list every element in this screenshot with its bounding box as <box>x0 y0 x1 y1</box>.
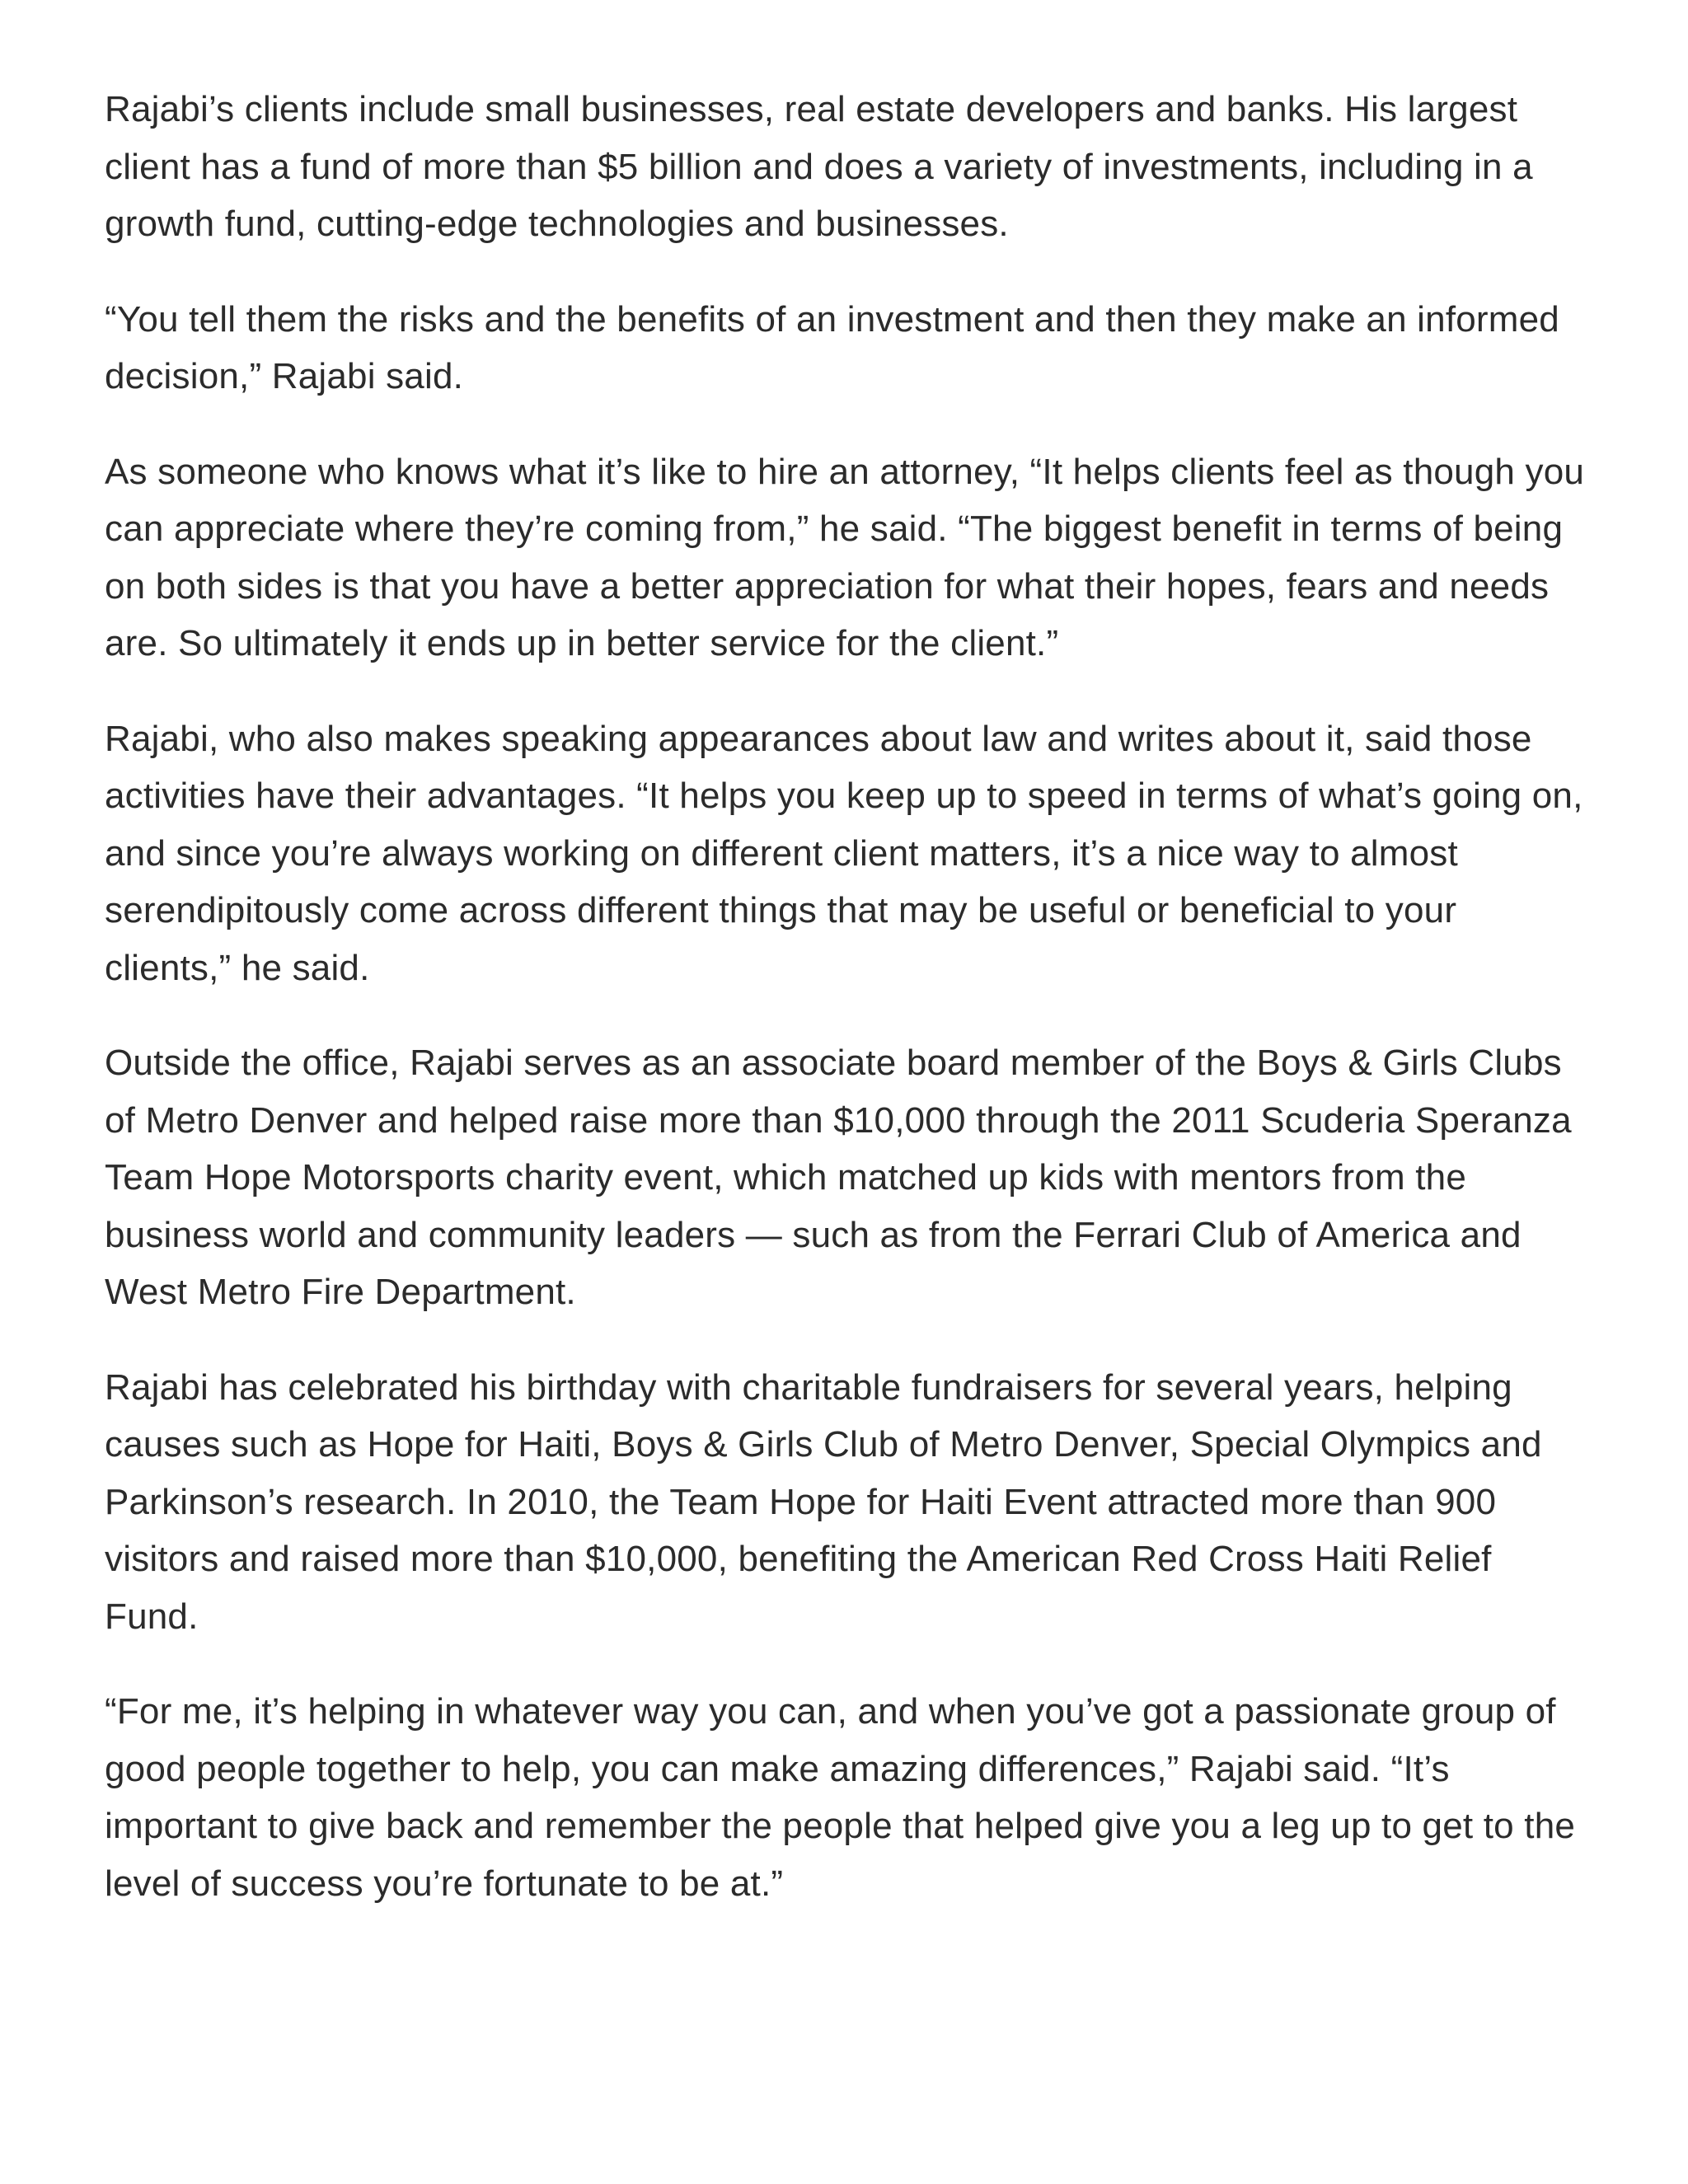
article-paragraph: Outside the office, Rajabi serves as an associate board member of the Boys & Girls Clubs of Metro Denver and helped raise more than $10,000 through the 2011 Scuderia Speranza Team Hope Motorsports charity event, which matched up kids with mentors from the business world and community leaders — such as from the Ferrari Club of America and West Metro Fire Department. <box>105 1043 1572 1312</box>
article-paragraph: Rajabi, who also makes speaking appearances about law and writes about it, said those activities have their advantages. “It helps you keep up to speed in terms of what’s going on, and since you’re always working on different client matters, it’s a nice way to almost serendipitously come across different things that may be useful or beneficial to your clients,” he said. <box>105 718 1583 988</box>
article-body <box>105 81 1588 1950</box>
article-paragraph: As someone who knows what it’s like to hire an attorney, “It helps clients feel as though you can appreciate where they’re coming from,” he said. “The biggest benefit in terms of being on both sides is that you have a better appreciation for what their hopes, fears and needs are. So ultimately it ends up in better service for the client.” <box>105 451 1585 663</box>
article-paragraph: “You tell them the risks and the benefits of an investment and then they make an informed decision,” Rajabi said. <box>105 298 1559 396</box>
article-paragraph: Rajabi has celebrated his birthday with charitable fundraisers for several years, helping causes such as Hope for Haiti, Boys & Girls Club of Metro Denver, Special Olympics and Parkinson’s research. In 2010, the Team Hope for Haiti Event attracted more than 900 visitors and raised more than $10,000, benefiting the American Red Cross Haiti Relief Fund. <box>105 1366 1542 1637</box>
article-paragraph: “For me, it’s helping in whatever way you can, and when you’ve got a passionate group of good people together to help, you can make amazing differences,” Rajabi said. “It’s important to give back and remember the people that helped give you a leg up to get to the level of success you’re fortunate to be at.” <box>105 1691 1576 1904</box>
article-paragraph: Rajabi’s clients include small businesses, real estate developers and banks. His largest client has a fund of more than $5 billion and does a variety of investments, including in a growth fund, cutting-edge technologies and businesses. <box>105 89 1533 244</box>
